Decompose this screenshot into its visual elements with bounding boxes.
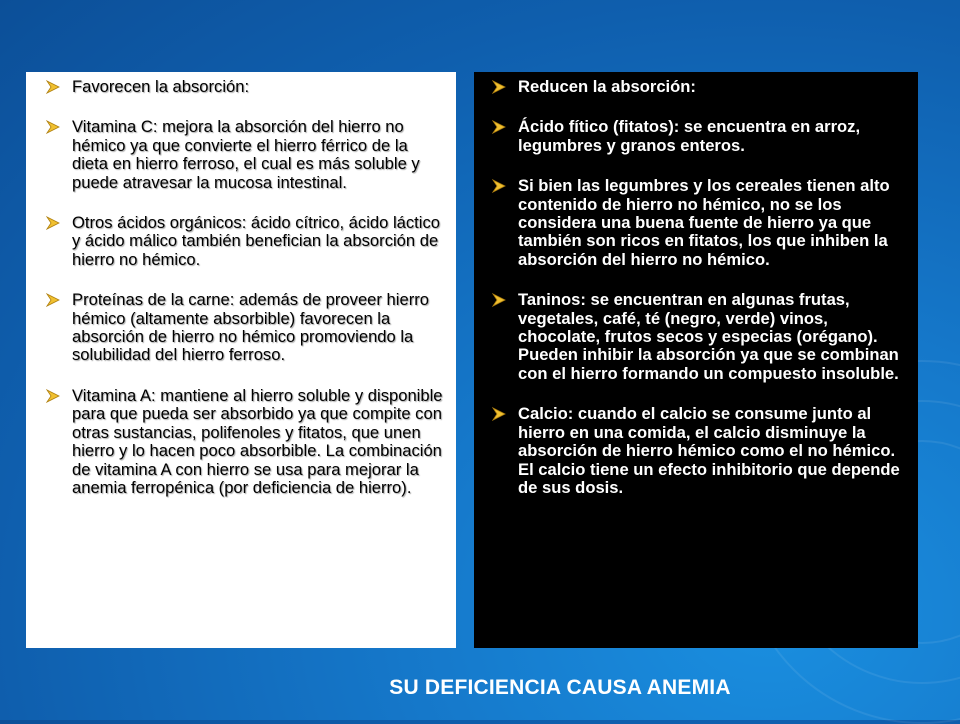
list-item	[38, 291, 444, 365]
reducen-panel	[474, 72, 918, 648]
arrow-bullet-icon	[492, 120, 506, 134]
list-item-text: Taninos: se encuentran en algunas frutas, vegetales, café, té (negro, verde) vinos, chocolate, frutos secos y especias (orégano). Pueden inhibir la absorción ya que se combinan con el hierro formando un compuesto insoluble.	[518, 290, 899, 383]
list-item-text: Otros ácidos orgánicos: ácido cítrico, ácido láctico y ácido málico también benefician la absorción de hierro no hémico.	[72, 213, 440, 269]
list-item	[38, 78, 444, 96]
arrow-bullet-icon	[46, 80, 60, 94]
list-item	[38, 118, 444, 192]
arrow-bullet-icon	[46, 120, 60, 134]
list-item-text: Ácido fítico (fitatos): se encuentra en arroz, legumbres y granos enteros.	[518, 117, 861, 155]
list-item-text: Vitamina A: mantiene al hierro soluble y disponible para que pueda ser absorbido ya que compite con otras sustancias, polifenoles y fitatos, que unen hierro y lo hacen poco absorbible. La combinación de vitamina A con hierro se usa para mejorar la anemia ferropénica (por deficiencia de hierro).	[72, 385, 443, 497]
list-item	[484, 177, 908, 269]
list-item-text: Favorecen la absorción:	[72, 77, 250, 96]
arrow-bullet-icon	[492, 407, 506, 421]
list-item-text: Proteínas de la carne: además de proveer hierro hémico (altamente absorbible) favorecen la absorción de hierro no hémico promoviendo la solubilidad del hierro ferroso.	[72, 290, 429, 365]
list-item	[38, 387, 444, 497]
arrow-bullet-icon	[492, 80, 506, 94]
list-item-text: Vitamina C: mejora la absorción del hierro no hémico ya que convierte el hierro férrico de la dieta en hierro ferroso, el cual es más soluble y puede atravesar la mucosa intestinal.	[72, 117, 420, 192]
list-item	[484, 118, 908, 155]
list-item-text: Si bien las legumbres y los cereales tienen alto contenido de hierro no hémico, no se los considera una buena fuente de hierro ya que también son ricos en fitatos, los que inhiben la absorción del hierro no hémico.	[518, 176, 890, 269]
arrow-bullet-icon	[492, 179, 506, 193]
arrow-bullet-icon	[46, 293, 60, 307]
list-item	[484, 78, 908, 96]
arrow-bullet-icon	[46, 389, 60, 403]
list-item-text: Reducen la absorción:	[518, 77, 696, 96]
arrow-bullet-icon	[492, 293, 506, 307]
reducen-list	[484, 78, 908, 497]
footer-caption: SU DEFICIENCIA CAUSA ANEMIA	[389, 676, 731, 699]
favorecen-list	[38, 78, 444, 497]
favorecen-panel	[26, 72, 456, 648]
list-item	[484, 291, 908, 383]
list-item	[38, 214, 444, 269]
arrow-bullet-icon	[46, 216, 60, 230]
list-item-text: Calcio: cuando el calcio se consume junto al hierro en una comida, el calcio disminuye la absorción de hierro hémico como el no hémico. El calcio tiene un efecto inhibitorio que depende de sus dosis.	[518, 404, 900, 497]
list-item	[484, 405, 908, 497]
